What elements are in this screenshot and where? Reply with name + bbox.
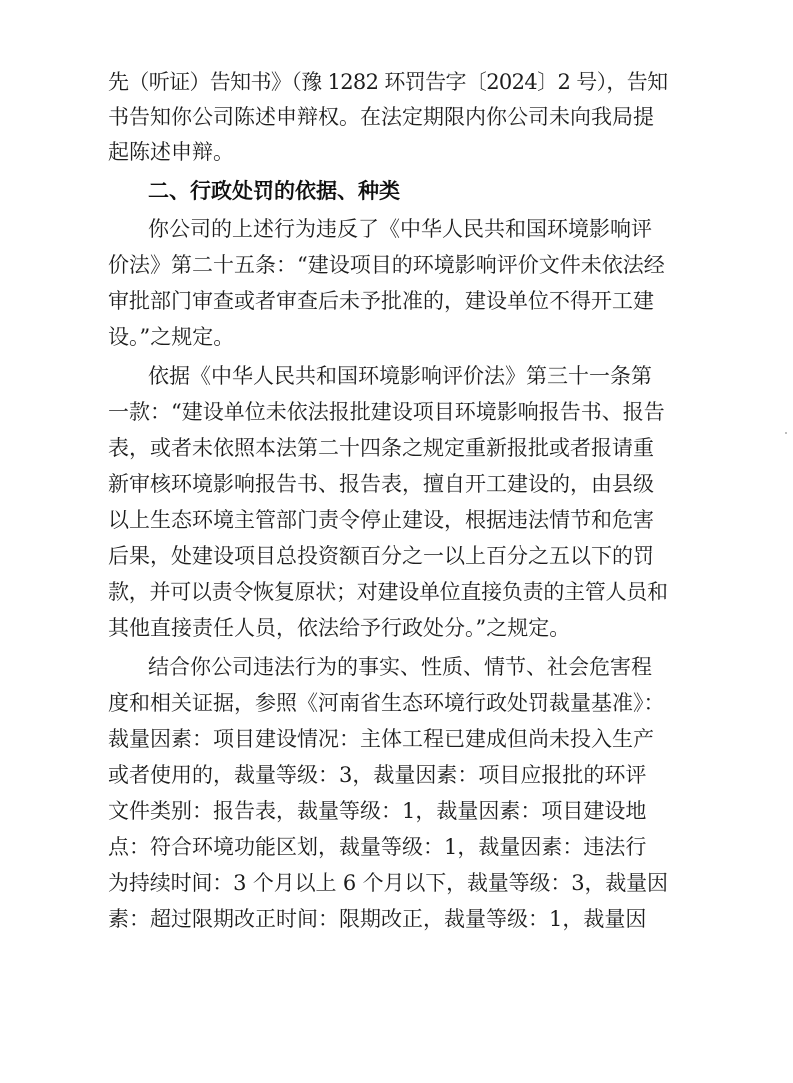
- text-line: 书告知你公司陈述申辩权。在法定期限内你公司未向我局提: [108, 105, 654, 129]
- section-heading: 二、行政处罚的依据、种类: [148, 179, 400, 203]
- text-line: 其他直接责任人员，依法给予行政处分。”之规定。: [108, 616, 571, 640]
- text-line: 文件类别：报告表，裁量等级：1，裁量因素：项目建设地: [108, 799, 647, 823]
- text-line: 裁量因素：项目建设情况：主体工程已建成但尚未投入生产: [108, 727, 654, 751]
- text-line: 表，或者未依照本法第二十四条之规定重新报批或者报请重: [108, 436, 654, 460]
- text-line: 度和相关证据，参照《河南省生态环境行政处罚裁量基准》：: [108, 691, 665, 715]
- text-line: 后果，处建设项目总投资额百分之一以上百分之五以下的罚: [108, 544, 654, 568]
- text-line: 款，并可以责令恢复原状；对建设单位直接负责的主管人员和: [108, 580, 668, 604]
- text-line: 你公司的上述行为违反了《中华人民共和国环境影响评: [148, 217, 652, 241]
- text-line: 结合你公司违法行为的事实、性质、情节、社会危害程: [148, 655, 652, 679]
- text-line: 设。”之规定。: [108, 325, 235, 349]
- text-line: 起陈述申辩。: [108, 140, 234, 164]
- text-line: 为持续时间：3 个月以上 6 个月以下，裁量等级：3，裁量因: [108, 871, 668, 895]
- text-line: 审批部门审查或者审查后未予批准的，建设单位不得开工建: [108, 289, 654, 313]
- text-line: 一款：“建设单位未依法报批建设项目环境影响报告书、报告: [108, 400, 665, 424]
- text-line: 依据《中华人民共和国环境影响评价法》第三十一条第: [148, 364, 652, 388]
- text-line: 以上生态环境主管部门责令停止建设，根据违法情节和危害: [108, 508, 654, 532]
- scan-speck: [785, 432, 787, 434]
- text-line: 先（听证）告知书》（豫 1282 环罚告字〔2024〕2 号），告知: [108, 70, 668, 94]
- text-line: 点：符合环境功能区划，裁量等级：1，裁量因素：违法行: [108, 835, 647, 859]
- text-line: 素：超过限期改正时间：限期改正，裁量等级：1，裁量因: [108, 907, 647, 931]
- text-line: 价法》第二十五条：“建设项目的环境影响评价文件未依法经: [108, 253, 665, 277]
- text-line: 新审核环境影响报告书、报告表，擅自开工建设的，由县级: [108, 472, 654, 496]
- text-line: 或者使用的，裁量等级：3，裁量因素：项目应报批的环评: [108, 763, 647, 787]
